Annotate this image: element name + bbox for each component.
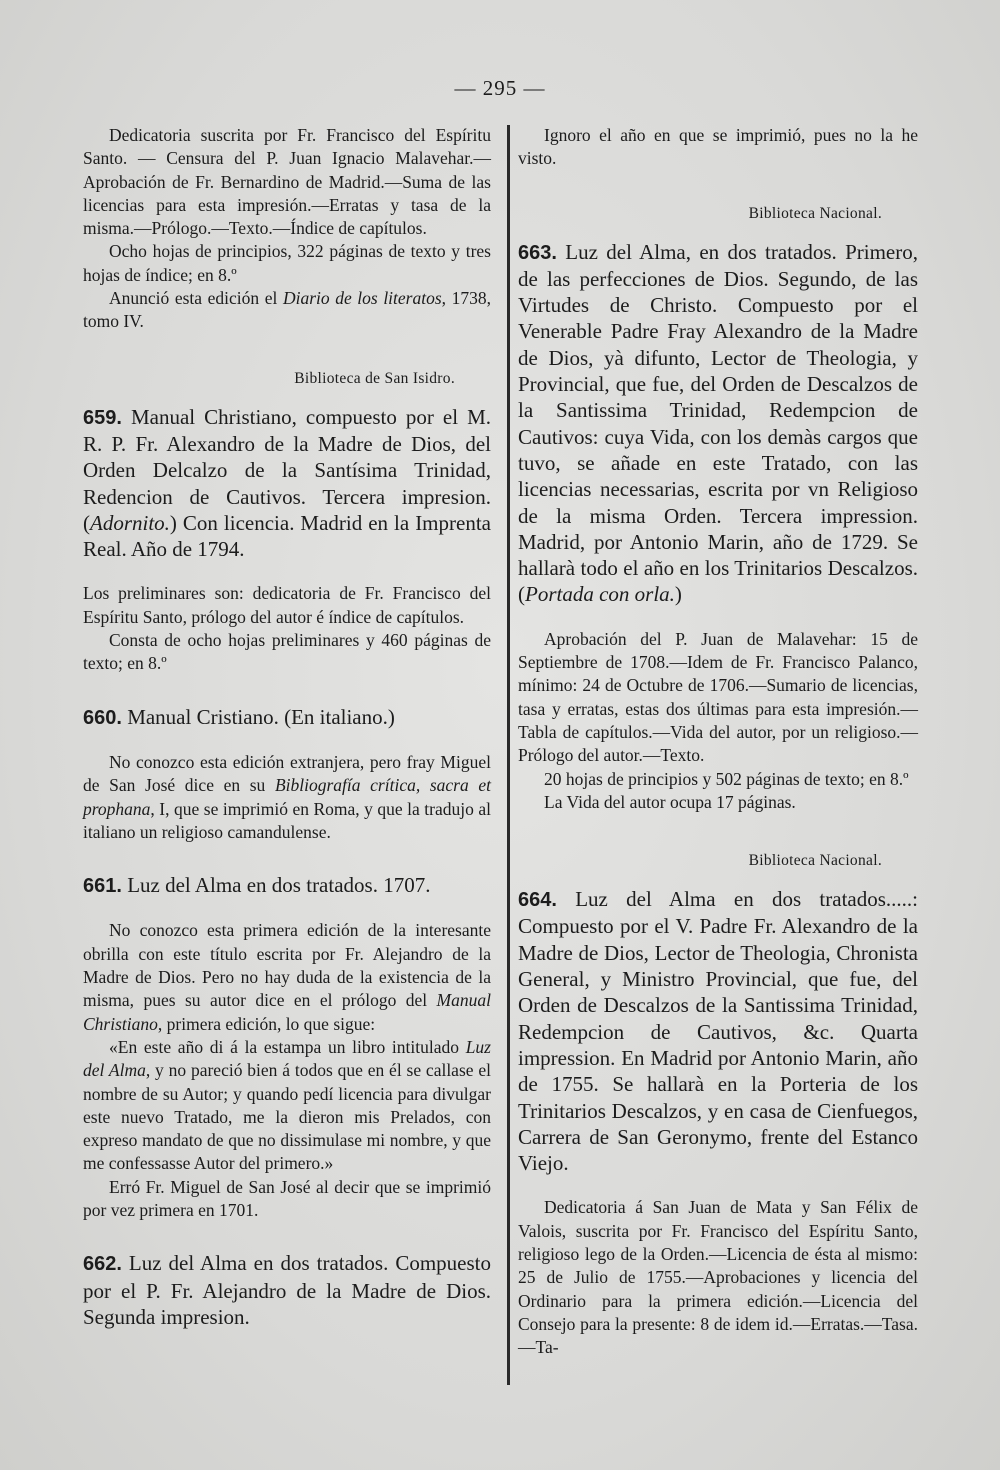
entry-number: 663. (518, 241, 557, 264)
entry-number: 659. (83, 406, 122, 429)
note-title: Manual Christiano (83, 990, 491, 1034)
entry-title-end: ) Con licencia. Madrid en la Imprenta Real. Año de 1794. (83, 510, 491, 562)
entry-664-note: Dedicatoria á San Juan de Mata y San Félix de Valois, suscrita por Fr. Francisco del Espíritu Santo, religioso lego de la Orden.—Licencia de ésta al mismo: 25 de Julio de 1755.—Aprobaciones y licencia del Ordinario para la primera edición.—Licencia del Consejo para la presente: 8 de idem id.—Erratas.—Tasa.—Ta- (518, 1197, 918, 1358)
page-number: — 295 — (454, 76, 546, 100)
entry-660-note (83, 751, 491, 844)
entry-660 (83, 704, 491, 731)
right-intro: Ignoro el año en que se imprimió, pues no la he visto. (518, 125, 918, 169)
announce-text: Anunció esta edición el (109, 288, 283, 309)
entry-661-note-2: Erró Fr. Miguel de San José al decir que se imprimió por vez primera en 1701. (83, 1176, 491, 1220)
entry-664 (518, 886, 918, 1176)
entry-663-note-1: Aprobación del P. Juan de Malavehar: 15 de Septiembre de 1708.—Idem de Fr. Francisco Palanco, mínimo: 24 de Octubre de 1706.—Sumario de licencias, tasa y erratas, estas dos últimas para esta impresión.—Tabla de capítulos.—Vida del autor, por un religioso.—Prólogo del autor.—Texto. (518, 628, 918, 766)
entry-659-note-2: Consta de ocho hojas preliminares y 460 páginas de texto; en 8.º (83, 630, 491, 674)
note-text: No conozco esta primera edición de la interesante obrilla con este título escrita por Fr. Alejandro de la Madre de Dios. Pero no hay duda de la existencia de la misma, pues su autor dice en el prólogo del (83, 920, 491, 1011)
entry-number: 662. (83, 1253, 122, 1276)
library-label: Biblioteca Nacional. (748, 204, 882, 222)
entry-title: Luz del Alma en dos tratados.....: Compuesto por el V. Padre Fr. Alexandro de la Madre de Dios, Lector de Theologia, Chronista General, y Ministro Provincial, que fue, del Orden de Descalzos de la Santissima Trinidad, Redempcion de Cautivos, &c. Quarta impression. En Madrid por Antonio Marin, año de 1755. Se hallarà en la Porteria de los Trinitarios Descalzos, y en casa de Cienfuegos, Carrera de San Geronymo, frente del Estanco Viejo. (518, 887, 918, 1176)
note-title: Bibliografía crítica, sacra et prophana (83, 775, 491, 819)
intro-description: Dedicatoria suscrita por Fr. Francisco del Espíritu Santo. — Censura del P. Juan Ignacio Malavehar.—Aprobación de Fr. Bernardino de Madrid.—Suma de las licencias para esta impresión.—Erratas y tasa de la misma.—Prólogo.—Texto.—Índice de capítulos. (83, 125, 491, 239)
entry-number: 660. (83, 706, 122, 729)
note-text: No conozco esta edición extranjera, pero fray Miguel de San José dice en su (83, 751, 491, 796)
entry-661 (83, 872, 491, 899)
entry-661-quote (83, 1036, 491, 1176)
library-label-2: Biblioteca Nacional. (748, 852, 882, 870)
quote-title: Luz del Alma (83, 1036, 491, 1081)
library-label: Biblioteca de San Isidro. (294, 369, 455, 387)
left-column (83, 124, 491, 1330)
entry-title: Manual Cristiano. (En italiano.) (121, 704, 395, 729)
entry-title-end: ) (674, 582, 682, 607)
note-text-end: , I, que se imprimió en Roma, y que la tradujo al italiano un religioso camandulense. (83, 798, 491, 842)
note-text-end: , primera edición, lo que sigue: (157, 1013, 376, 1034)
entry-659-note-1: Los preliminares son: dedicatoria de Fr. Francisco del Espíritu Santo, prólogo del autor é índice de capítulos. (83, 583, 491, 627)
entry-title-italic: Adornito. (90, 510, 170, 535)
announce-title: Diario de los literatos (282, 288, 442, 309)
entry-663 (518, 239, 918, 608)
intro-collation: Ocho hojas de principios, 322 páginas de texto y tres hojas de índice; en 8.º (83, 241, 491, 285)
announce-text-end: , 1738, tomo IV. (83, 288, 491, 332)
right-column (518, 124, 918, 1359)
entry-title-italic: Portada con orla. (525, 582, 675, 607)
entry-number: 661. (83, 875, 122, 898)
entry-title: Luz del Alma en dos tratados. 1707. (121, 873, 431, 898)
quote-text: «En este año di á la estampa un libro intitulado (109, 1036, 466, 1057)
entry-662 (83, 1250, 491, 1330)
entry-title: Luz del Alma, en dos tratados. Primero, de las perfecciones de Dios. Segundo, de las Virtudes de Christo. Compuesto por el Venerable Padre Fray Alexandro de la Madre de Dios, yà difunto, Lector de Theologia, y Provincial, que fue, del Orden de Descalzos de la Santissima Trinidad, Redempcion de Cautivos: cuya Vida, con los demàs cargos que tuvo, se añade en este Tratado, con las licencias necessarias, escrita por vn Religioso de la misma Orden. Tercera impression. Madrid, por Antonio Marin, año de 1729. Se hallarà todo el año en los Trinitarios Descalzos. ( (518, 239, 918, 607)
entry-title: Manual Christiano, compuesto por el M. R. P. Fr. Alexandro de la Madre de Dios, del Orden Delcalzo de la Santísima Trinidad, Redencion de Cautivos. Tercera impresion. ( (83, 404, 491, 535)
intro-announcement (83, 287, 491, 334)
entry-number: 664. (518, 889, 557, 912)
entry-title: Luz del Alma en dos tratados. Compuesto por el P. Fr. Alejandro de la Madre de Dios. Segunda impresion. (83, 1251, 491, 1329)
quote-text-end: , y no pareció bien á todos que en él se callase el nombre de su Autor; y quando pedí licencia para divulgar este nuevo Tratado, me la dieron mis Prelados, con expreso mandato de que no dissimulase mi nombre, y que me confessasse Autor del primero.» (83, 1060, 491, 1174)
column-divider (507, 125, 510, 1385)
entry-661-note-1 (83, 919, 491, 1035)
entry-663-note-2: 20 hojas de principios y 502 páginas de texto; en 8.º (544, 768, 909, 789)
entry-663-note-3: La Vida del autor ocupa 17 páginas. (544, 791, 796, 812)
entry-659 (83, 404, 491, 563)
